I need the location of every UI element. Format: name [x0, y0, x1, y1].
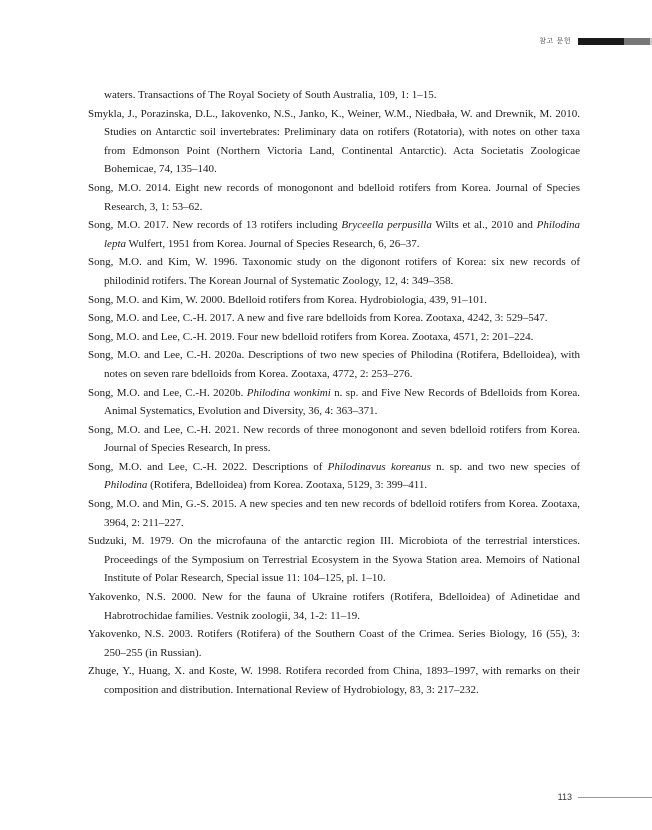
header-label: 참고 문헌 [539, 37, 571, 45]
reference-item: Song, M.O. and Min, G.-S. 2015. A new species and ten new records of bdelloid rotifers from Korea. Zootaxa, 3964, 2: 211–227. [88, 498, 580, 529]
reference-text: Song, M.O. 2017. New records of 13 rotifers including [88, 219, 342, 232]
reference-item [88, 384, 580, 421]
species-name: Philodina wonkimi [246, 386, 331, 399]
reference-item: Song, M.O. and Lee, C.-H. 2019. Four new bdelloid rotifers from Korea. Zootaxa, 4571, 2: 201–224. [88, 330, 534, 343]
running-header [539, 36, 652, 46]
reference-text: (Rotifera, Bdelloidea) from Korea. Zootaxa, 5129, 3: 399–411. [147, 479, 428, 492]
reference-text: n. sp. and two new species of [430, 460, 580, 473]
reference-item [88, 216, 580, 253]
reference-item: Song, M.O. and Lee, C.-H. 2017. A new and five rare bdelloids from Korea. Zootaxa, 4242, 3: 529–547. [88, 312, 548, 325]
reference-text: Song, M.O. and Lee, C.-H. 2020b. [88, 386, 247, 399]
reference-list [88, 86, 580, 700]
reference-text: n. sp. and Five New Records of Bdelloids from Korea. Animal Systematics, Evolution and Diversity, 36, 4: 363–371. [104, 386, 581, 418]
reference-text: Wilts et al., 2010 and [431, 219, 537, 232]
reference-item: Song, M.O. and Kim, W. 1996. Taxonomic study on the digonont rotifers of Korea: six new records of philodinid rotifers. The Korean Journal of Systematic Zoology, 12, 4: 349–358. [88, 256, 580, 287]
reference-item: Song, M.O. 2014. Eight new records of monogonont and bdelloid rotifers from Korea. Journal of Species Research, 3, 1: 53–62. [88, 181, 580, 213]
reference-item: Smykla, J., Porazinska, D.L., Iakovenko, N.S., Janko, K., Weiner, W.M., Niedbała, W. and Drewnik, M. 2010. Studies on Antarctic soil invertebrates: Preliminary data on rotifers (Rotatoria), with notes on other taxa from Edmonson Point (Northern Victoria Land, Continental Antarctic). Acta Societatis Zoologicae Bohemicae, 74, 135–140. [88, 107, 580, 176]
reference-item: Song, M.O. and Lee, C.-H. 2021. New records of three monogonont and seven bdelloid rotifers from Korea. Journal of Species Research, In press. [88, 423, 580, 455]
species-name: Bryceella perpusilla [341, 219, 432, 232]
reference-text: Song, M.O. and Lee, C.-H. 2022. Descriptions of [88, 460, 328, 473]
species-name: Philodinavus koreanus [327, 460, 431, 473]
reference-item: Song, M.O. and Kim, W. 2000. Bdelloid rotifers from Korea. Hydrobiologia, 439, 91–101. [88, 293, 488, 306]
reference-item: waters. Transactions of The Royal Society of South Australia, 109, 1: 1–15. [104, 89, 437, 101]
page-number: 113 [557, 792, 572, 802]
reference-item: Yakovenko, N.S. 2003. Rotifers (Rotifera) of the Southern Coast of the Crimea. Series Biology, 16 (55), 3: 250–255 (in Russian). [88, 628, 580, 659]
reference-item: Zhuge, Y., Huang, X. and Koste, W. 1998. Rotifera recorded from China, 1893–1997, with remarks on their composition and distribution. International Review of Hydrobiology, 83, 3: 217–232. [88, 665, 580, 696]
reference-text: Wulfert, 1951 from Korea. Journal of Species Research, 6, 26–37. [126, 237, 420, 250]
reference-item: Song, M.O. and Lee, C.-H. 2020a. Descriptions of two new species of Philodina (Rotifera, Bdelloidea), with notes on seven rare bdelloids from Korea. Zootaxa, 4772, 2: 253–276. [88, 349, 580, 380]
footer-rule [578, 797, 652, 798]
species-name: Philodina lepta [104, 219, 580, 250]
page-footer [558, 792, 652, 802]
header-bar-dark [578, 38, 624, 45]
reference-item [88, 458, 580, 495]
header-bar [578, 38, 652, 45]
species-name: Philodina [104, 479, 148, 492]
reference-item: Sudzuki, M. 1979. On the microfauna of the antarctic region III. Microbiota of the terrestrial interstices. Proceedings of the Symposium on Terrestrial Ecosystem in the Syowa Station area. Memoirs of National Institute of Polar Research, Special issue 11: 104–125, pl. 1–10. [88, 535, 580, 585]
reference-item: Yakovenko, N.S. 2000. New for the fauna of Ukraine rotifers (Rotifera, Bdelloidea) of Adinetidae and Habrotrochidae families. Vestnik zoologii, 34, 1-2: 11–19. [88, 591, 580, 622]
header-bar-mid [624, 38, 650, 45]
